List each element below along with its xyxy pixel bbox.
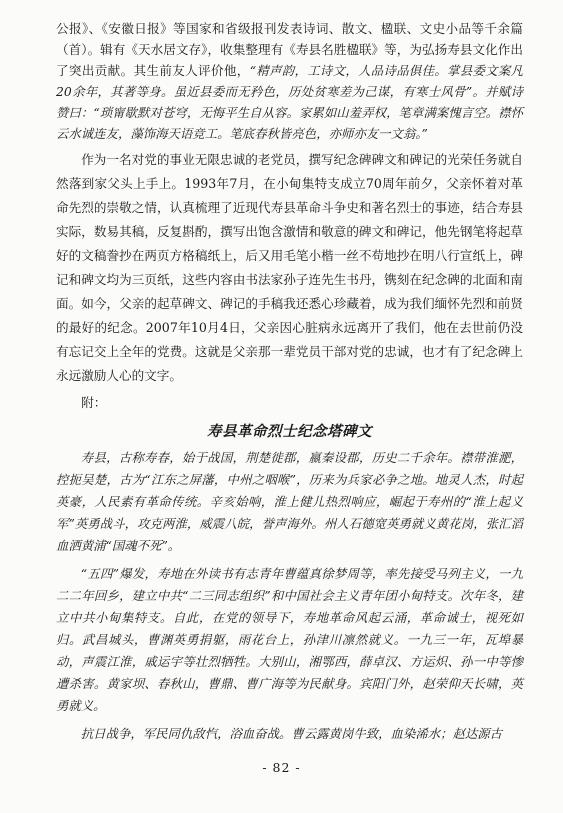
attachment-label: 附： bbox=[81, 395, 107, 410]
paragraph-memorial-writing: 作为一名对党的事业无限忠诚的老党员，撰写纪念碑碑文和碑记的光荣任务就自然落到家父头上手上。1993年7月，在小甸集特支成立70周年前夕，父亲怀着对革命先烈的崇敬之情，认真梳理了近现代寿县革命斗争史和著名烈士的事迹，结合寿县实际，数易其稿，反复斟酌，撰写出饱含激情和敬意的碑文和碑记，他先钢笔将起草好的文稿誊抄在两页方格稿纸上，后又用毛笔小楷一丝不苟地抄在明八行宣纸上，碑记和碑文均为三页纸，这些内容由书法家孙子连先生书丹，镌刻在纪念碑的北面和南面。如今，父亲的起草碑文、碑记的手稿我还悉心珍藏着，成为我们缅怀先烈和前贤的最好的纪念。2007年10月4日，父亲因心脏病永远离开了我们，他在去世前仍没有忘记交上全年的党费。这就是父亲那一辈党员干部对党的忠诚，也才有了纪念碑上永远激励人心的文字。 bbox=[56, 152, 523, 383]
paragraph-biography-text: 公报》、《安徽日报》等国家和省级报刊发表诗词、散文、楹联、文史小品等千余篇（首）。辑有《天水居文存》，收集整理有《寿县名胜楹联》等，为弘扬寿县文化作出了突出贡献。其生前友人评价他， bbox=[56, 21, 523, 78]
paragraph-biography bbox=[56, 18, 523, 144]
inscription-paragraph-2: “五四”爆发，寿地在外读书有志青年曹蕴真徐梦周等，率先接受马列主义，一九二二年回乡，建立中共“二三同志组织”和中国社会主义青年团小甸特支。次年冬，建立中共小甸集特支。自此，在党的领导下，寿地革命风起云涌，革命诚士，视死如归。武昌城头，曹渊英勇捐躯，雨花台上，孙津川凛然就义。一九三一年，瓦埠暴动，声震江淮，戚运宇等壮烈牺牲。大别山，湘鄂西，薛卓汉、方运炽、孙一中等惨遭杀害。黄家坝、春秋山，曹鼎、曹广海等为民献身。宾阳门外，赵荣仰天长啸，英勇就义。 bbox=[56, 566, 523, 713]
inscription-paragraph-3: 抗日战争，军民同仇敌忾，浴血奋战。曹云露黄岗牛致，血染浠水；赵达源古 bbox=[80, 726, 503, 741]
page-number: - 82 - bbox=[262, 760, 301, 775]
inscription-title: 寿县革命烈士纪念塔碑文 bbox=[207, 423, 372, 440]
inscription-paragraph-1: 寿县，古称寿春，始于战国，荆楚徙郡，嬴秦设郡，历史二千余年。襟带淮淝，控扼吴楚，古为“江东之屏藩，中州之咽喉”，历来为兵家必争之地。地灵人杰，时起英豪，人民素有革命传统。辛亥始响，淮上健儿热烈响应，崛起于寿州的“淮上起义军”英勇战斗，攻克两淮，威震八皖，誉声海外。州人石德宽英勇就义黄花岗，张汇滔血洒黄浦“国魂不死”。 bbox=[56, 450, 523, 553]
quoted-evaluation: “精声韵，工诗文，人品诗品俱佳。掌县委文案凡20余年，其著等身。虽近县委而无矜色，历处贫寒差为己谋，有寒士风骨”。并赋诗赞曰：“琐甯歇默对苍穹，无悔平生自从容。家累如山羞弄权，笔章满案愧言空。襟怀云水诚连友，藻饰海天语竞工。笔底春秋皆亮色，亦师亦友一文翁。” bbox=[56, 63, 523, 141]
